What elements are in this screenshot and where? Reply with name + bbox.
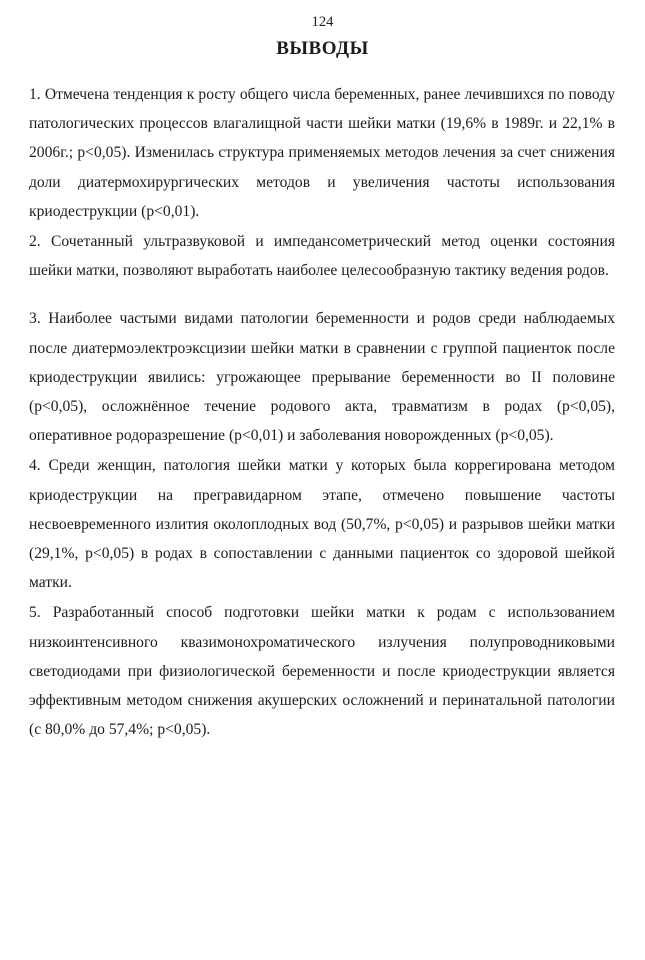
conclusion-text: Среди женщин, патология шейки матки у которых была коррегирована методом криодеструкции на прегравидарном этапе, отмечено повышение частоты несвоевременного излития околоплодных вод (50,7%, р<0,05) и разрывов шейки матки (29,1%, р<0,05) в родах в сопоставлении с данными пациенток со здоровой шейкой матки.	[29, 457, 615, 592]
conclusion-item-5	[29, 598, 615, 744]
conclusion-text: Отмечена тенденция к росту общего числа беременных, ранее лечившихся по поводу патологических процессов влагалищной части шейки матки (19,6% в 1989г. и 22,1% в 2006г.; р<0,05). Изменилась структура применяемых методов лечения за счет снижения доли диатермохирургических методов и увеличения частоты использования криодеструкции (р<0,01).	[29, 86, 615, 220]
conclusion-number: 2.	[29, 233, 41, 251]
conclusion-number: 5.	[29, 604, 41, 622]
conclusion-text: Сочетанный ультразвуковой и импедансометрический метод оценки состояния шейки матки, позволяют выработать наиболее целесообразную тактику ведения родов.	[29, 233, 615, 280]
conclusion-text: Наиболее частыми видами патологии беременности и родов среди наблюдаемых после диатермоэлектроэксцизии шейки матки в сравнении с группой пациенток после криодеструкции явились: угрожающее прерывание беременности во II половине (р<0,05), осложнённое течение родового акта, травматизм в родах (р<0,05), оперативное родоразрешение (р<0,01) и заболевания новорожденных (р<0,05).	[29, 310, 615, 445]
page-number: 124	[311, 14, 334, 30]
conclusion-item-1	[29, 80, 615, 226]
conclusion-number: 3.	[29, 310, 41, 328]
conclusion-item-2	[29, 227, 615, 285]
conclusions-list	[29, 80, 615, 744]
conclusion-number: 1.	[29, 86, 41, 103]
conclusion-number: 4.	[29, 457, 41, 475]
conclusion-item-4	[29, 451, 615, 597]
conclusion-item-3	[29, 304, 615, 450]
conclusion-text: Разработанный способ подготовки шейки матки к родам с использованием низкоинтенсивного квазимонохроматического излучения полупроводниковыми светодиодами при физиологической беременности и после криодеструкции является эффективным методом снижения акушерских осложнений и перинатальной патологии (с 80,0% до 57,4%; р<0,05).	[29, 604, 615, 739]
page-title: ВЫВОДЫ	[276, 38, 369, 59]
